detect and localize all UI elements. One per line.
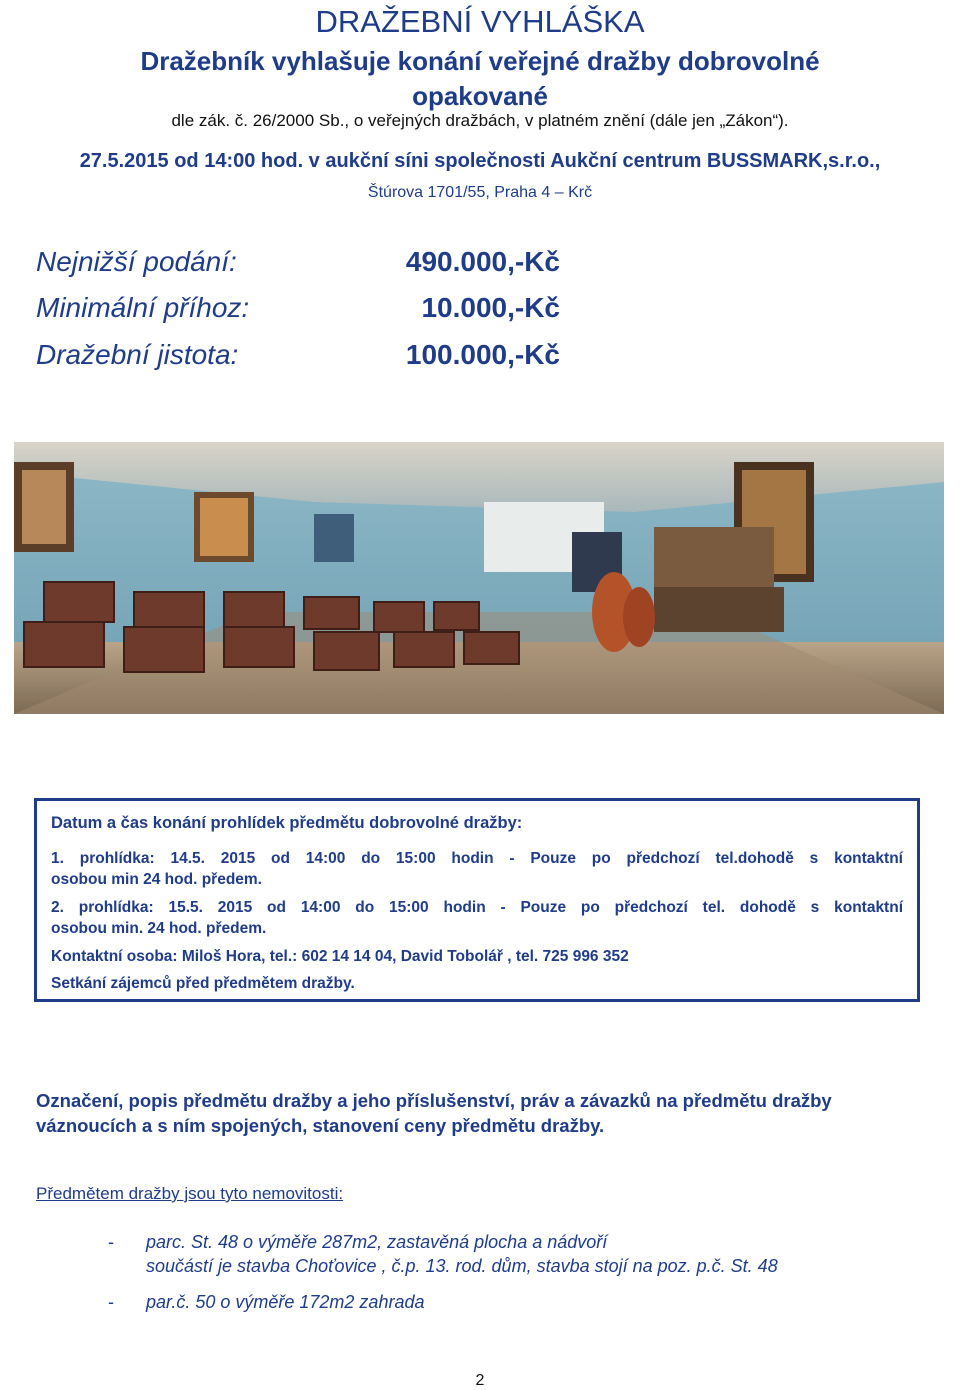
- deposit-label: Dražební jistota:: [36, 339, 239, 370]
- subject-description: Označení, popis předmětu dražby a jeho příslušenství, práv a závazků na předmětu dražby váznoucích a s ním spojených, stanovení ceny předmětu dražby.: [36, 1090, 832, 1136]
- list-bullet: -: [108, 1292, 114, 1312]
- inspection-heading: Datum a čas konání prohlídek předmětu dobrovolné dražby:: [51, 814, 523, 832]
- auction-hall-photo: [14, 442, 944, 714]
- page-title: DRAŽEBNÍ VYHLÁŠKA: [315, 4, 645, 39]
- first-inspection-line1: 1. prohlídka: 14.5. 2015 od 14:00 do 15:00 hodin - Pouze po předchozí tel.dohodě s kontaktní: [51, 850, 903, 867]
- list-bullet: -: [108, 1232, 114, 1252]
- subtitle-line-2: opakované: [412, 81, 548, 111]
- property-item-1-line1: parc. St. 48 o výměře 287m2, zastavěná plocha a nádvoří: [146, 1232, 608, 1252]
- inspection-info-box: [34, 798, 920, 1002]
- lowest-bid-value: 490.000,-Kč: [405, 246, 560, 277]
- min-increment-value: 10.000,-Kč: [421, 292, 560, 323]
- subject-heading: Předmětem dražby jsou tyto nemovitosti:: [36, 1184, 344, 1203]
- first-inspection-line2: osobou min 24 hod. předem.: [51, 871, 262, 888]
- subtitle-line-1: Dražebník vyhlašuje konání veřejné dražby dobrovolné: [140, 46, 820, 76]
- auction-subtitle: [0, 44, 960, 114]
- law-reference: dle zák. č. 26/2000 Sb., o veřejných dražbách, v platném znění (dále jen „Zákon“).: [171, 111, 789, 130]
- auction-venue: 27.5.2015 od 14:00 hod. v aukční síni společnosti Aukční centrum BUSSMARK,s.r.o.,: [79, 150, 881, 172]
- meeting-note: Setkání zájemců před předmětem dražby.: [51, 975, 355, 992]
- second-inspection-line1: 2. prohlídka: 15.5. 2015 od 14:00 do 15:00 hodin - Pouze po předchozí tel. dohodě s kontaktní: [51, 899, 903, 916]
- deposit-value: 100.000,-Kč: [405, 339, 560, 370]
- property-item-2: par.č. 50 o výměře 172m2 zahrada: [146, 1292, 425, 1312]
- property-item-1-line2: součástí je stavba Choťovice , č.p. 13. rod. dům, stavba stojí na poz. p.č. St. 48: [146, 1256, 778, 1276]
- min-increment-label: Minimální příhoz:: [36, 292, 250, 323]
- venue-address: Štúrova 1701/55, Praha 4 – Krč: [367, 184, 593, 201]
- second-inspection-line2: osobou min. 24 hod. předem.: [51, 920, 267, 937]
- contact-person: Kontaktní osoba: Miloš Hora, tel.: 602 14 14 04, David Tobolář , tel. 725 996 352: [51, 948, 629, 965]
- lowest-bid-label: Nejnižší podání:: [36, 246, 237, 277]
- page-number: 2: [475, 1372, 485, 1389]
